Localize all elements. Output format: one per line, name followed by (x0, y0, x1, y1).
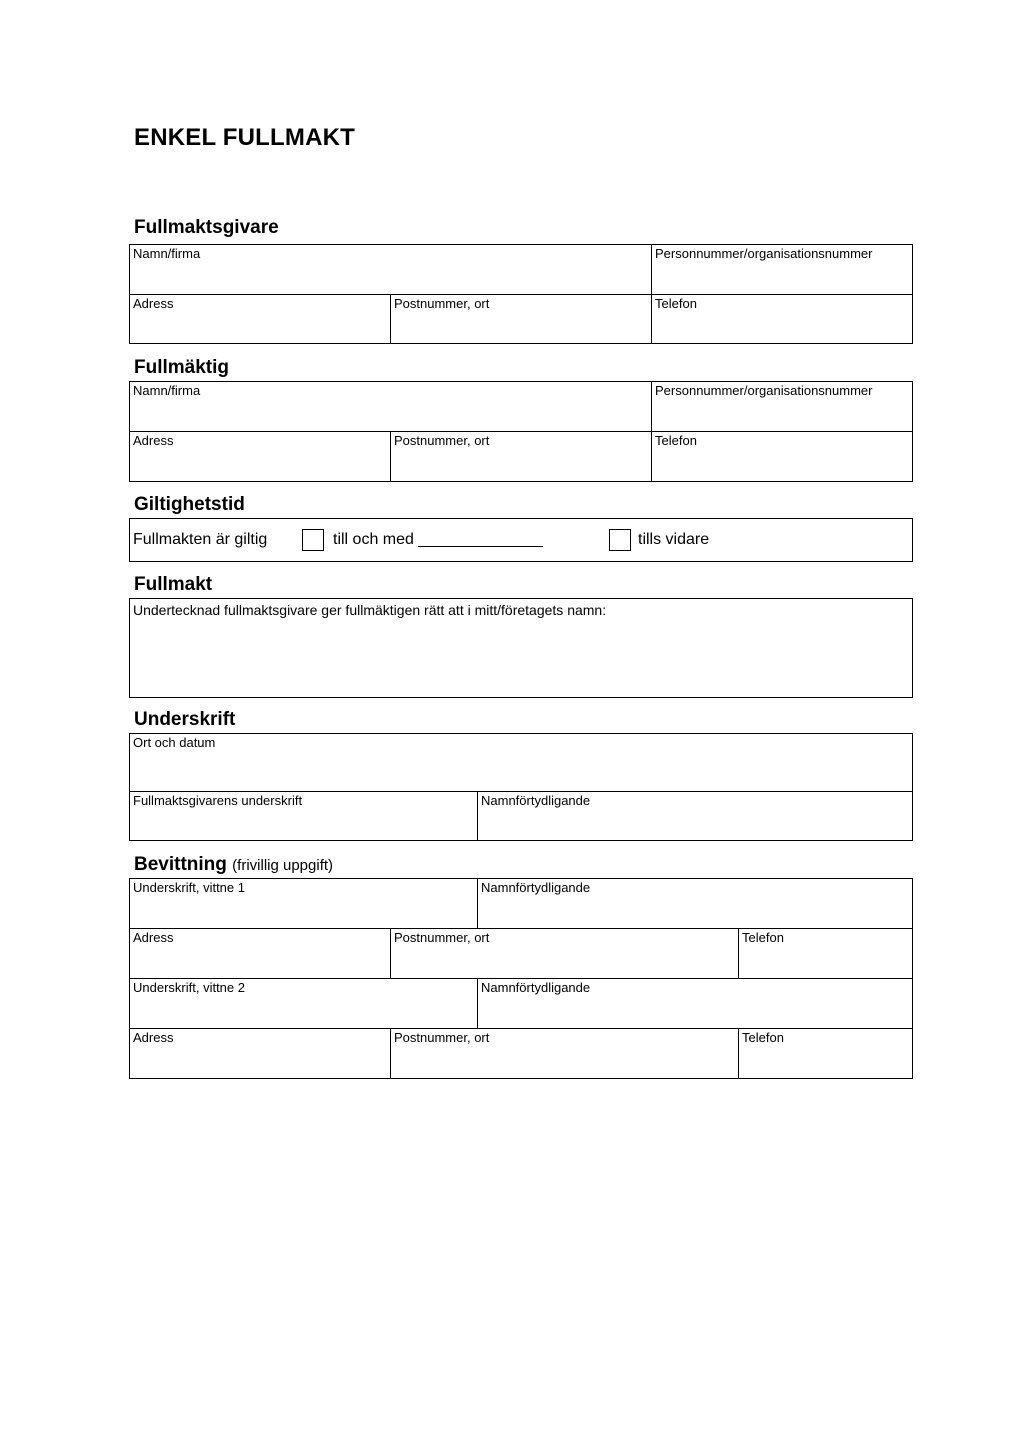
section-heading-witness (134, 854, 333, 877)
witness2-postal-label: Postnummer, ort (394, 1030, 490, 1045)
giver-id-field[interactable] (651, 245, 913, 294)
giver-name-field[interactable] (130, 245, 651, 294)
witness1-signature-label: Underskrift, vittne 1 (133, 880, 245, 895)
giver-signature-label: Fullmaktsgivarens underskrift (133, 793, 303, 808)
giver-postal-label: Postnummer, ort (394, 296, 490, 311)
until-further-checkbox[interactable] (609, 529, 631, 551)
agent-phone-label: Telefon (655, 433, 697, 448)
place-date-field[interactable] (130, 734, 912, 791)
section-heading-giver: Fullmaktsgivare (134, 217, 279, 238)
witness-heading-note: (frivillig uppgift) (232, 857, 334, 874)
validity-lead-text: Fullmakten är giltig (133, 531, 268, 548)
witness-heading-text: Bevittning (134, 854, 227, 875)
witness1-address-field[interactable] (130, 928, 391, 979)
witness2-name-label: Namnförtydligande (481, 980, 591, 995)
giver-table (129, 244, 913, 344)
witness-table (129, 878, 913, 1079)
witness2-phone-field[interactable] (738, 1028, 912, 1078)
authority-statement: Undertecknad fullmaktsgivare ger fullmäktigen rätt att i mitt/företagets namn: (133, 602, 607, 618)
giver-phone-field[interactable] (651, 294, 913, 343)
section-heading-validity: Giltighetstid (134, 494, 245, 515)
witness2-postal-field[interactable] (390, 1028, 739, 1078)
witness2-signature-label: Underskrift, vittne 2 (133, 980, 245, 995)
witness1-postal-label: Postnummer, ort (394, 930, 490, 945)
witness2-address-field[interactable] (130, 1028, 391, 1078)
authority-text-field[interactable] (129, 598, 913, 698)
section-heading-signature: Underskrift (134, 709, 236, 730)
witness2-phone-label: Telefon (742, 1030, 784, 1045)
agent-postal-field[interactable] (390, 431, 652, 481)
agent-name-label: Namn/firma (133, 383, 201, 398)
witness1-postal-field[interactable] (390, 928, 739, 979)
witness2-address-label: Adress (133, 1030, 174, 1045)
until-date-text: till och med ______________ (333, 531, 543, 548)
section-heading-authority: Fullmakt (134, 574, 213, 595)
place-date-label: Ort och datum (133, 735, 216, 750)
agent-id-field[interactable] (651, 382, 913, 432)
giver-name-label: Namn/firma (133, 246, 201, 261)
signature-name-clarification-field[interactable] (477, 791, 912, 840)
giver-address-field[interactable] (130, 294, 391, 343)
giver-id-label: Personnummer/organisationsnummer (655, 246, 873, 261)
giver-postal-field[interactable] (390, 294, 652, 343)
witness1-phone-field[interactable] (738, 928, 912, 979)
validity-box (129, 518, 913, 562)
witness1-phone-label: Telefon (742, 930, 784, 945)
witness1-name-field[interactable] (477, 879, 912, 929)
agent-address-field[interactable] (130, 431, 391, 481)
signature-name-clarification-label: Namnförtydligande (481, 793, 591, 808)
agent-table (129, 381, 913, 482)
witness1-signature-field[interactable] (130, 879, 478, 929)
section-heading-agent: Fullmäktig (134, 357, 230, 378)
agent-name-field[interactable] (130, 382, 651, 432)
giver-phone-label: Telefon (655, 296, 697, 311)
until-further-text: tills vidare (638, 531, 710, 548)
agent-id-label: Personnummer/organisationsnummer (655, 383, 873, 398)
until-date-checkbox[interactable] (302, 529, 324, 551)
giver-signature-field[interactable] (130, 791, 478, 840)
signature-table (129, 733, 913, 841)
witness1-address-label: Adress (133, 930, 174, 945)
witness1-name-label: Namnförtydligande (481, 880, 591, 895)
agent-address-label: Adress (133, 433, 174, 448)
agent-phone-field[interactable] (651, 431, 913, 481)
giver-address-label: Adress (133, 296, 174, 311)
agent-postal-label: Postnummer, ort (394, 433, 490, 448)
document-title: ENKEL FULLMAKT (134, 124, 356, 151)
witness2-signature-field[interactable] (130, 978, 478, 1029)
witness2-name-field[interactable] (477, 978, 912, 1029)
